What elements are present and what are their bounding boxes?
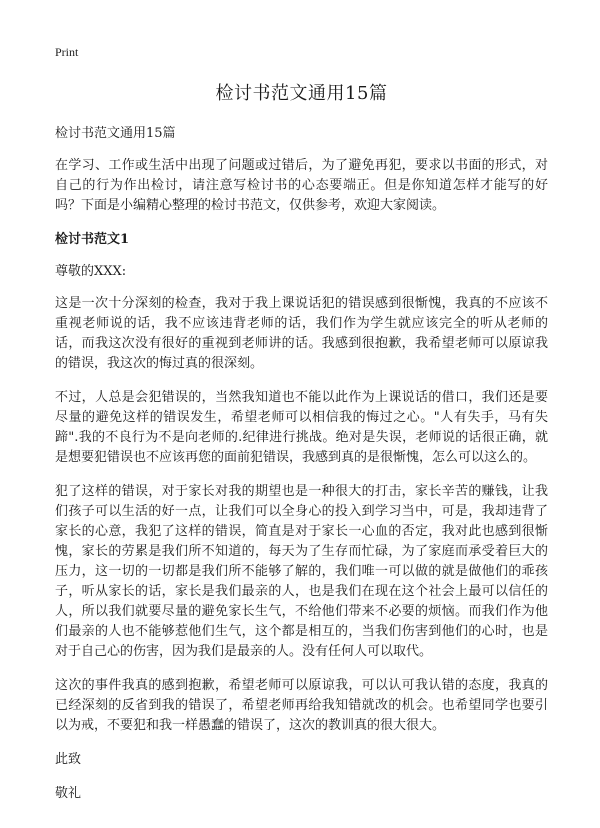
document-subtitle: 检讨书范文通用15篇 [55, 126, 176, 141]
body-paragraph-1: 这是一次十分深刻的检查，我对于我上课说话犯的错误感到很惭愧，我真的不应该不重视老师说的话，我不应该违背老师的话，我们作为学生就应该完全的听从老师的话，而我这次没有很好的重视到老师讲的话。我感到很抱歉，我希望老师可以原谅我的错误，我这次的悔过真的很深刻。 [55, 296, 548, 371]
document-title: 检讨书范文通用15篇 [215, 83, 388, 104]
closing-line-1: 此致 [55, 752, 82, 767]
salutation: 尊敬的XXX: [55, 264, 127, 279]
body-paragraph-2: 不过，人总是会犯错误的，当然我知道也不能以此作为上课说话的借口，我们还是要尽量的避免这样的错误发生，希望老师可以相信我的悔过之心。"人有失手，马有失蹄".我的不良行为不是向老师的.纪律进行挑战。绝对是失误，老师说的话很正确，就是想要犯错误也不应该再您的面前犯错误，我感到真的是很惭愧，怎么可以这么的。 [55, 390, 548, 465]
body-paragraph-3: 犯了这样的错误，对于家长对我的期望也是一种很大的打击，家长辛苦的赚钱，让我们孩子可以生活的好一点，让我们可以全身心的投入到学习当中，可是，我却违背了家长的心意，我犯了这样的错误，简直是对于家长一心血的否定，我对此也感到很惭愧，家长的劳累是我们所不知道的，每天为了生存而忙碌，为了家庭而承受着巨大的压力，这一切的一切都是我们所不能够了解的，我们唯一可以做的就是做他们的乖孩子，听从家长的话，家长是我们最亲的人，也是我们在现在这个社会上最可以信任的人，所以我们就要尽量的避免家长生气，不给他们带来不必要的烦恼。而我们作为他们最亲的人也不能够惹他们生气，这个都是相互的，当我们伤害到他们的心时，也是对于自己心的伤害，因为我们是最亲的人。没有任何人可以取代。 [55, 484, 548, 659]
print-link[interactable]: Print [55, 45, 79, 59]
body-paragraph-4: 这次的事件我真的感到抱歉，希望老师可以原谅我，可以认可我认错的态度，我真的已经深刻的反省到我的错误了，希望老师再给我知错就改的机会。也希望同学也要引以为戒，不要犯和我一样愚蠢的错误了，这次的教训真的很大很大。 [55, 678, 548, 733]
closing-line-2: 敬礼 [55, 786, 82, 801]
intro-paragraph: 在学习、工作或生活中出现了问题或过错后，为了避免再犯，要求以书面的形式，对自己的行为作出检讨，请注意写检讨书的心态要端正。但是你知道怎样才能写的好吗？下面是小编精心整理的检讨书范文，仅供参考，欢迎大家阅读。 [55, 158, 548, 213]
section-heading: 检讨书范文1 [55, 232, 130, 247]
